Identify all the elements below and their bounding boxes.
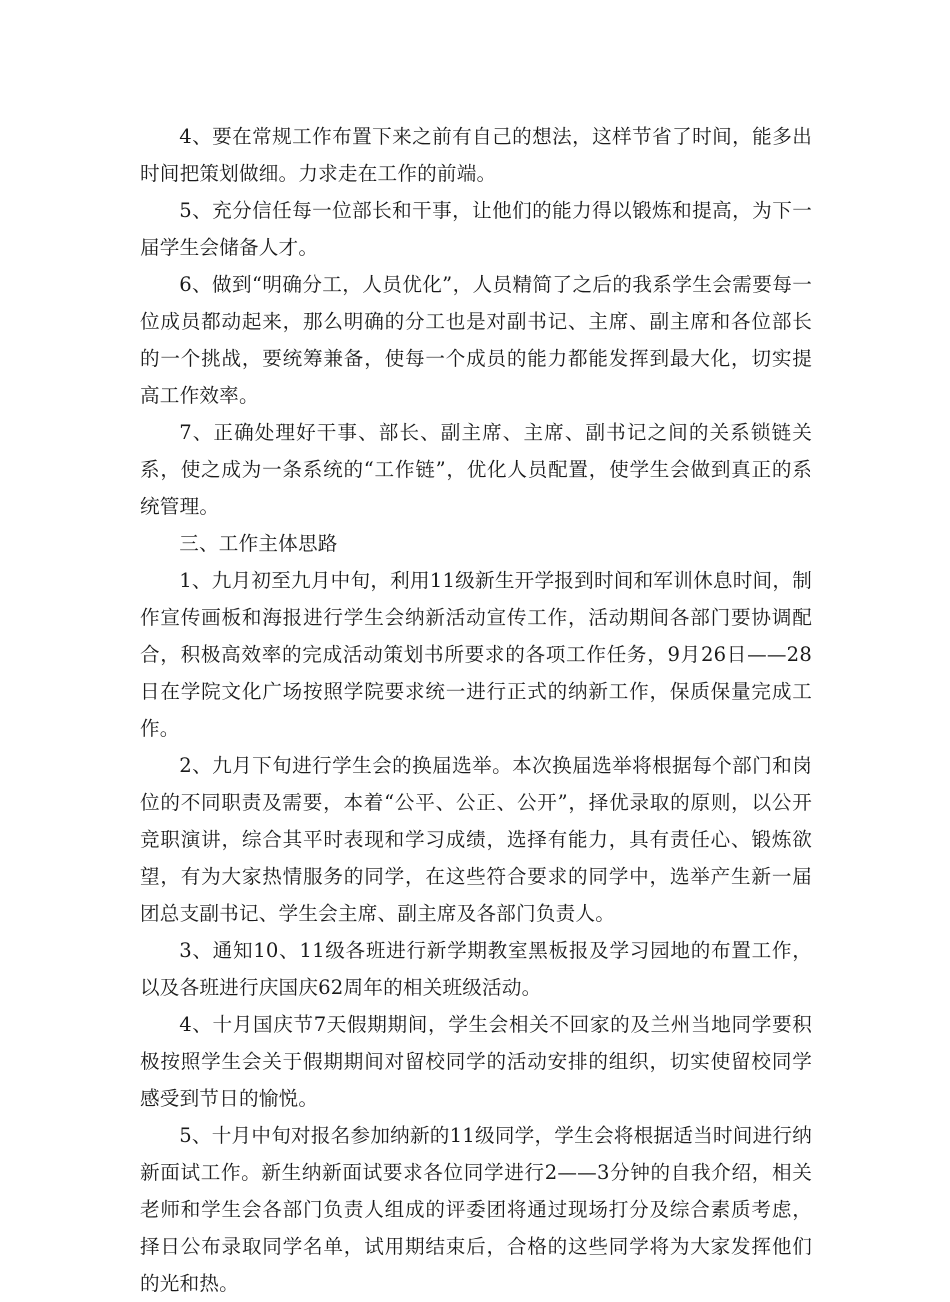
paragraph-item-5: 5、充分信任每一位部长和干事，让他们的能力得以锻炼和提高，为下一届学生会储备人才。	[140, 199, 812, 259]
paragraph-plan-2: 2、九月下旬进行学生会的换届选举。本次换届选举将根据每个部门和岗位的不同职责及需要，本着“公平、公正、公开”，择优录取的原则，以公开竞职演讲，综合其平时表现和学习成绩，选择有能力，具有责任心、锻炼欲望，有为大家热情服务的同学，在这些符合要求的同学中，选举产生新一届团总支副书记、学生会主席、副主席及各部门负责人。	[140, 754, 812, 925]
paragraph-plan-4: 4、十月国庆节7天假期期间，学生会相关不回家的及兰州当地同学要积极按照学生会关于假期期间对留校同学的活动安排的组织，切实使留校同学感受到节日的愉悦。	[140, 1013, 812, 1110]
section-heading: 三、工作主体思路	[179, 532, 338, 555]
paragraph-plan-5: 5、十月中旬对报名参加纳新的11级同学，学生会将根据适当时间进行纳新面试工作。新生纳新面试要求各位同学进行2——3分钟的自我介绍，相关老师和学生会各部门负责人组成的评委团将通过现场打分及综合素质考虑，择日公布录取同学名单，试用期结束后，合格的这些同学将为大家发挥他们的光和热。	[140, 1124, 812, 1295]
paragraph-item-7: 7、正确处理好干事、部长、副主席、主席、副书记之间的关系锁链关系，使之成为一条系统的“工作链”，优化人员配置，使学生会做到真正的系统管理。	[140, 421, 812, 518]
document-body	[140, 118, 812, 1302]
paragraph-item-6: 6、做到“明确分工，人员优化”，人员精简了之后的我系学生会需要每一位成员都动起来，那么明确的分工也是对副书记、主席、副主席和各位部长的一个挑战，要统筹兼备，使每一个成员的能力都能发挥到最大化，切实提高工作效率。	[140, 273, 812, 407]
paragraph-plan-1: 1、九月初至九月中旬，利用11级新生开学报到时间和军训休息时间，制作宣传画板和海报进行学生会纳新活动宣传工作，活动期间各部门要协调配合，积极高效率的完成活动策划书所要求的各项工作任务，9月26日——28日在学院文化广场按照学院要求统一进行正式的纳新工作，保质保量完成工作。	[140, 569, 812, 740]
paragraph-plan-3: 3、通知10、11级各班进行新学期教室黑板报及学习园地的布置工作，以及各班进行庆国庆62周年的相关班级活动。	[140, 939, 812, 999]
paragraph-item-4: 4、要在常规工作布置下来之前有自己的想法，这样节省了时间，能多出时间把策划做细。力求走在工作的前端。	[140, 125, 812, 185]
